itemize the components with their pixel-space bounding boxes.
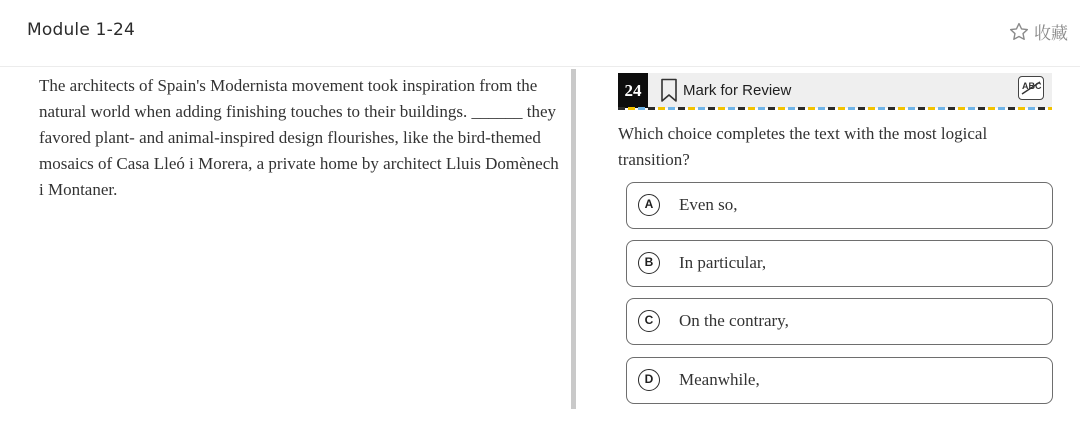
choice-c[interactable] <box>626 298 1053 345</box>
pane-divider[interactable] <box>571 69 576 409</box>
choice-letter-d: D <box>638 369 660 391</box>
passage-text: The architects of Spain's Modernista movement took inspiration from the natural world when adding finishing touches to their buildings. ______ they favored plant- and animal-inspired design flourishes, like the bird-themed mosaics of Casa Lleó i Morera, a private home by architect Lluis Domènech i Montaner. <box>39 76 559 199</box>
star-outline-icon <box>1008 21 1030 43</box>
choice-text-d: Meanwhile, <box>679 370 760 389</box>
choice-text-a: Even so, <box>679 195 738 214</box>
choice-d[interactable] <box>626 357 1053 404</box>
favorite-label: 收藏 <box>1034 24 1068 44</box>
strikethrough-icon <box>1019 77 1043 99</box>
choice-letter-a: A <box>638 194 660 216</box>
choice-letter-c: C <box>638 310 660 332</box>
header-dashed-rule <box>618 107 1052 110</box>
answer-eliminator-button[interactable] <box>1018 76 1044 100</box>
question-number: 24 <box>618 73 648 108</box>
mark-for-review-label: Mark for Review <box>683 82 792 99</box>
top-bar <box>0 0 1080 67</box>
favorite-button[interactable] <box>1008 19 1068 44</box>
bookmark-icon <box>660 78 678 103</box>
choice-b[interactable] <box>626 240 1053 287</box>
choice-text-c: On the contrary, <box>679 311 789 330</box>
module-title: Module 1-24 <box>27 20 136 40</box>
question-prompt: Which choice completes the text with the most logical transition? <box>618 124 988 169</box>
choice-a[interactable] <box>626 182 1053 229</box>
question-header <box>618 73 1052 108</box>
choice-letter-b: B <box>638 252 660 274</box>
eliminator-label: ABC <box>1022 81 1042 91</box>
choice-text-b: In particular, <box>679 253 767 272</box>
